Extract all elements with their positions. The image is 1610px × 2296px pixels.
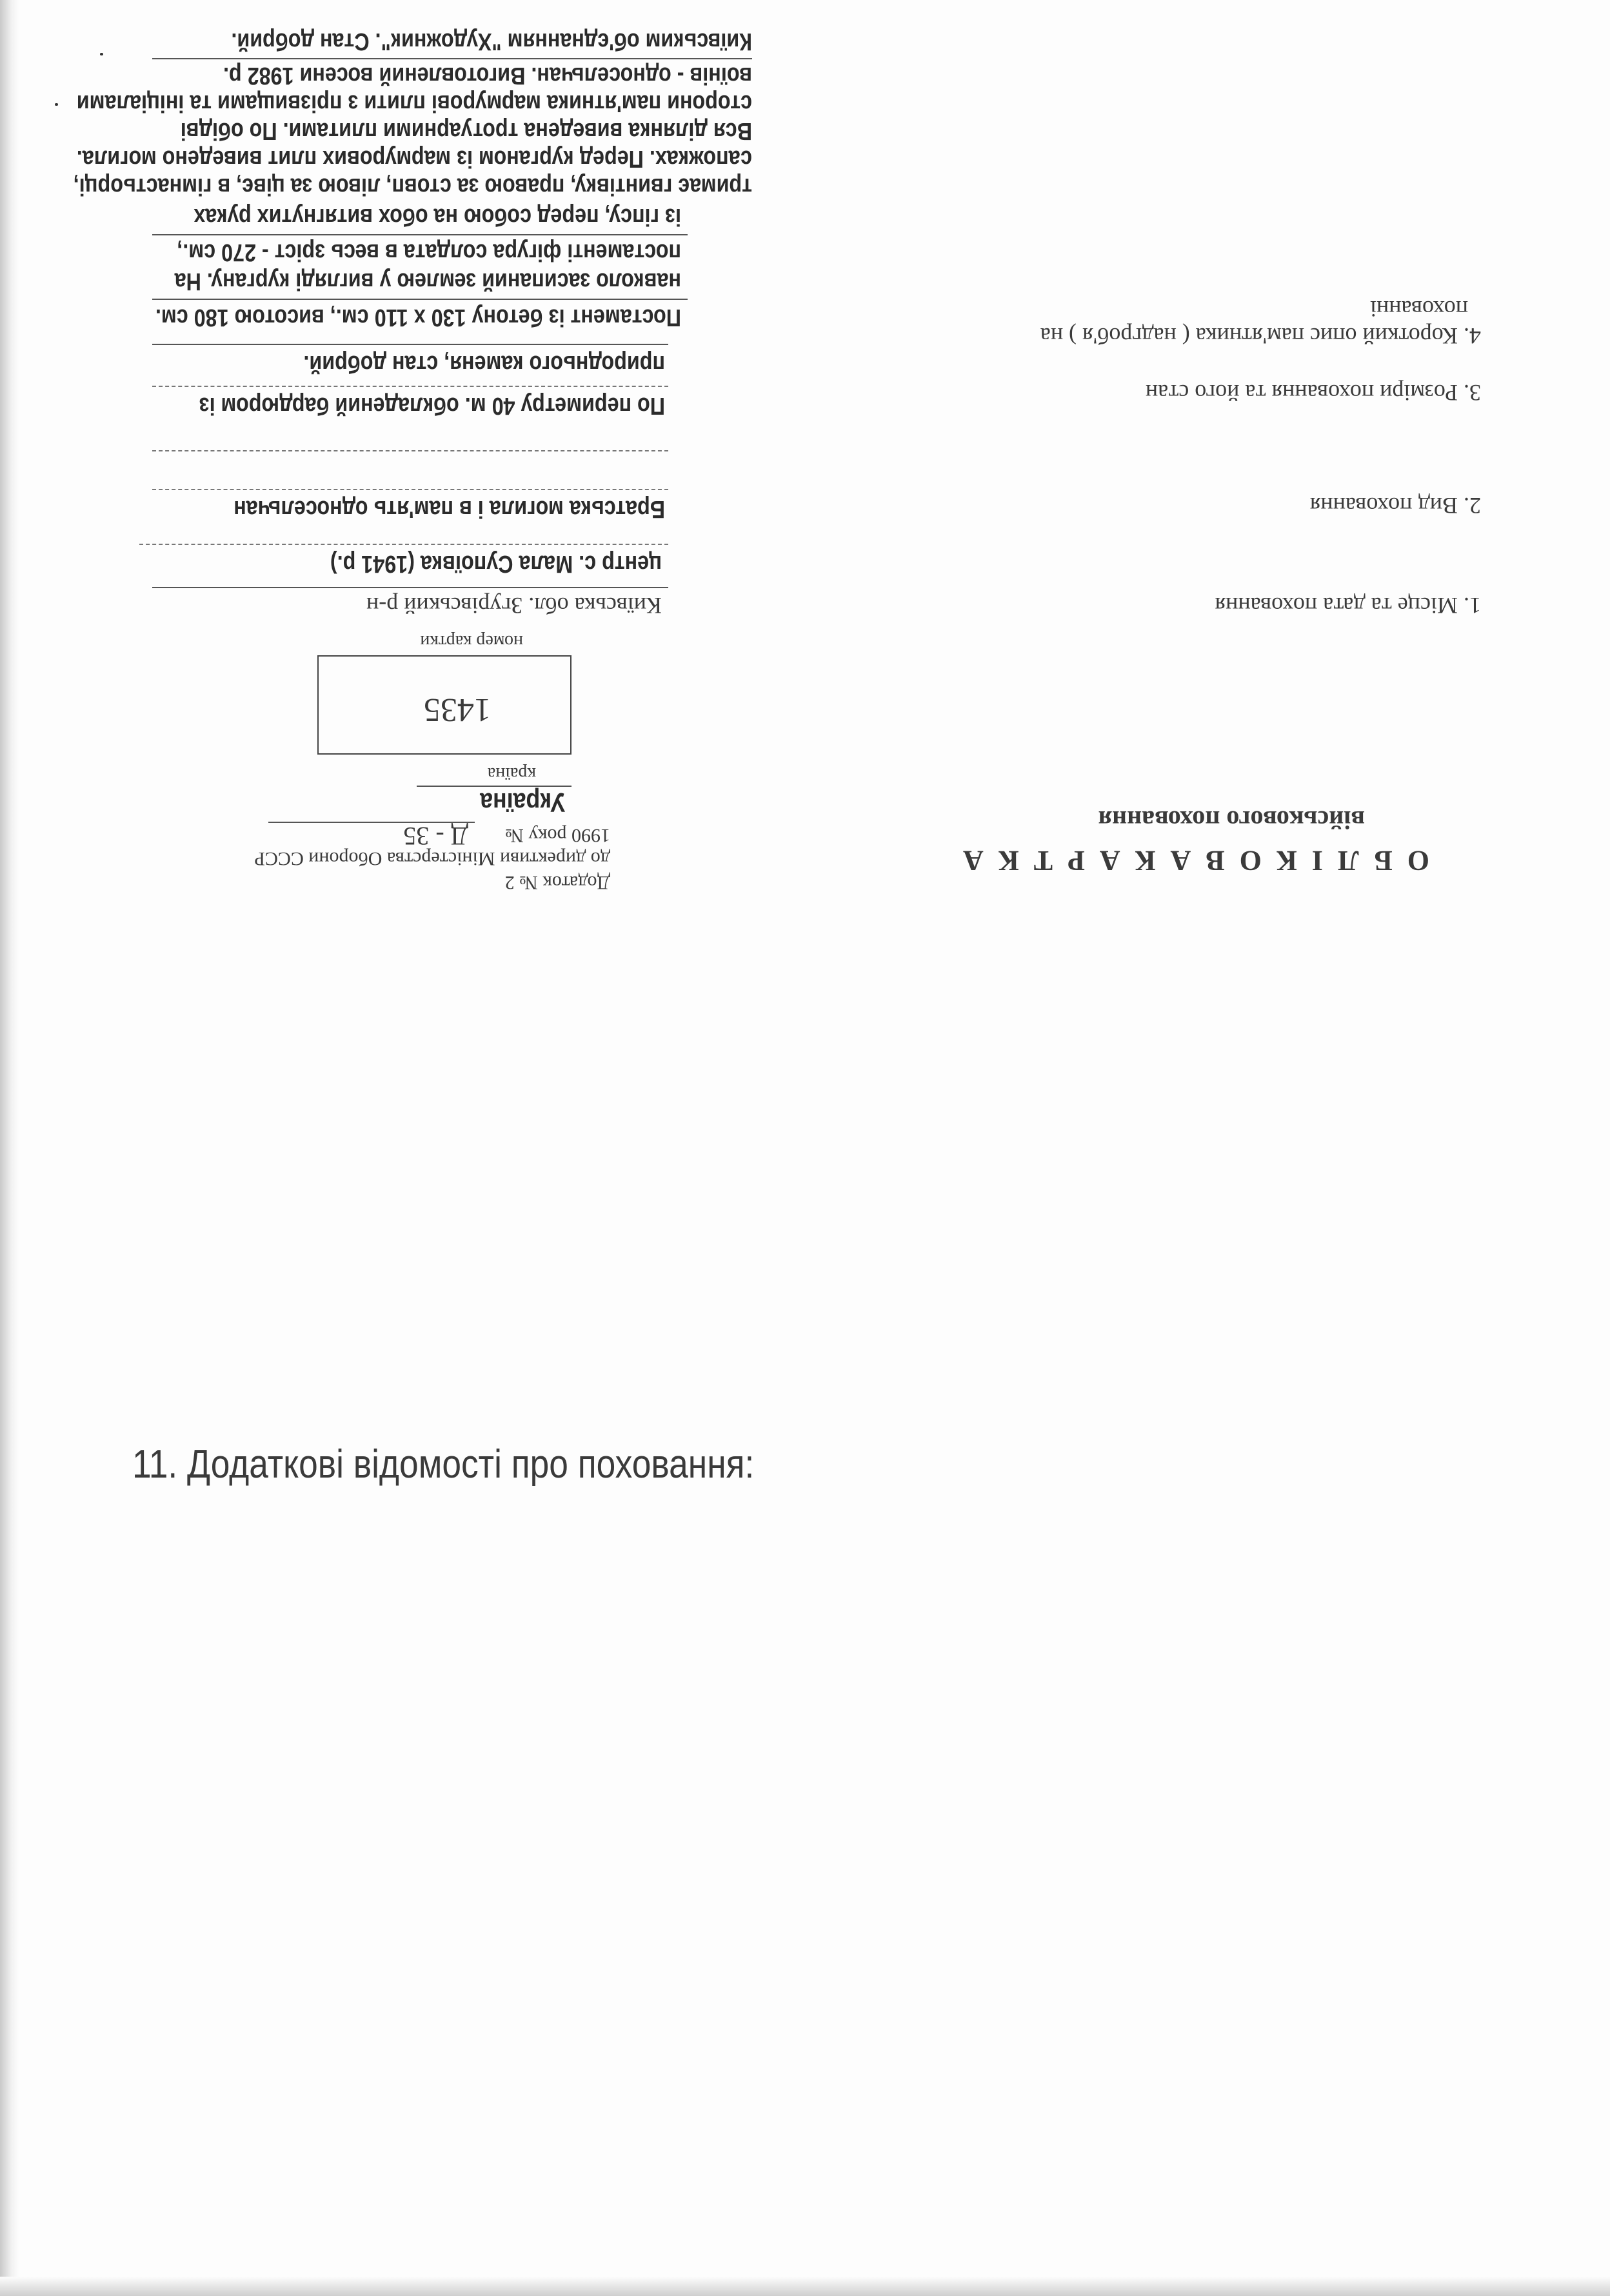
- monument-line-4: із гіпсу, перед собою на обох витягнутих руках: [194, 203, 681, 230]
- field-type-label: 2. Вид поховання: [1309, 493, 1481, 519]
- appendix-line-3-prefix: 1990 року №: [505, 825, 610, 846]
- section-11-heading: 11. Додаткові відомості про поховання:: [132, 1442, 755, 1487]
- monument-line-5: тримає гвинтівку, правою за стовп, лівою за цівє, в гімнастьорці,: [73, 173, 752, 200]
- country-value: Україна: [480, 787, 565, 818]
- field-place-underline-1: [152, 587, 668, 588]
- monument-line-10: Київським об'єднанням "Художник". Стан добрий.: [231, 28, 752, 55]
- field-type-underline-1: [152, 489, 668, 490]
- monument-underline-1: [152, 299, 688, 300]
- monument-line-3: постаменті фігура солдата в весь зріст - 270 см.,: [177, 239, 681, 266]
- field-type-underline-2: [152, 450, 668, 451]
- monument-line-6: сапожках. Перед курганом із мармурових плит виведено могила.: [76, 145, 752, 172]
- directive-number: Д - 35: [403, 822, 468, 851]
- field-size-line-2: природнього каменя, стан добрий.: [303, 350, 665, 377]
- country-underline: [417, 786, 571, 787]
- country-label: країна: [487, 764, 536, 784]
- monument-line-9: воїнів - односельчан. Виготовлений восени 1982 р.: [223, 62, 752, 89]
- card-number-value: 1435: [424, 691, 491, 728]
- monument-line-8: сторони пам'ятника мармурові плити з прізвищами та ініціалами: [76, 90, 752, 117]
- directive-underline: [268, 822, 475, 823]
- field-place-line-1: Київська обл. Згурівський р-н: [366, 593, 662, 619]
- field-place-label: 1. Місце та дата поховання: [1215, 593, 1481, 619]
- appendix-line-2: до директиви Міністерства Оборони СССР: [254, 848, 610, 869]
- field-type-line-1: Братська могила і в пам'ять односельчан: [234, 495, 665, 522]
- monument-underline-9: [152, 58, 752, 59]
- monument-line-7: Вся ділянка виведена тротуарними плитами. По обідві: [180, 117, 752, 144]
- field-size-underline-2: [152, 344, 668, 345]
- card-number-label: номер картки: [420, 631, 523, 651]
- form-subtitle: військового поховання: [1098, 806, 1365, 835]
- field-place-line-2: центр с. Мала Супоївка (1941 р.): [330, 550, 662, 577]
- field-size-underline-1: [152, 386, 668, 387]
- monument-underline-3: [152, 234, 688, 235]
- appendix-line-1: Додаток № 2: [504, 872, 610, 893]
- field-size-line-1: По периметру 40 м. обкладений бардюром із: [199, 392, 665, 419]
- monument-line-2: навколо засипаний землею у вигляді кургану. На: [174, 268, 681, 295]
- form-title: О Б Л І К О В А К А Р Т К А: [959, 845, 1429, 876]
- field-size-label: 3. Розміри поховання та його стан: [1145, 380, 1481, 406]
- monument-line-1: Постамент із бетону 130 х 110 см., висотою 180 см.: [155, 304, 681, 331]
- field-monument-label-1: 4. Короткий опис пам'ятника ( надгроб'я ) на: [1040, 323, 1481, 349]
- scan-edge-bottom: [0, 2277, 1610, 2296]
- field-monument-label-2: похованні: [1369, 296, 1468, 322]
- field-place-underline-2: [139, 544, 668, 545]
